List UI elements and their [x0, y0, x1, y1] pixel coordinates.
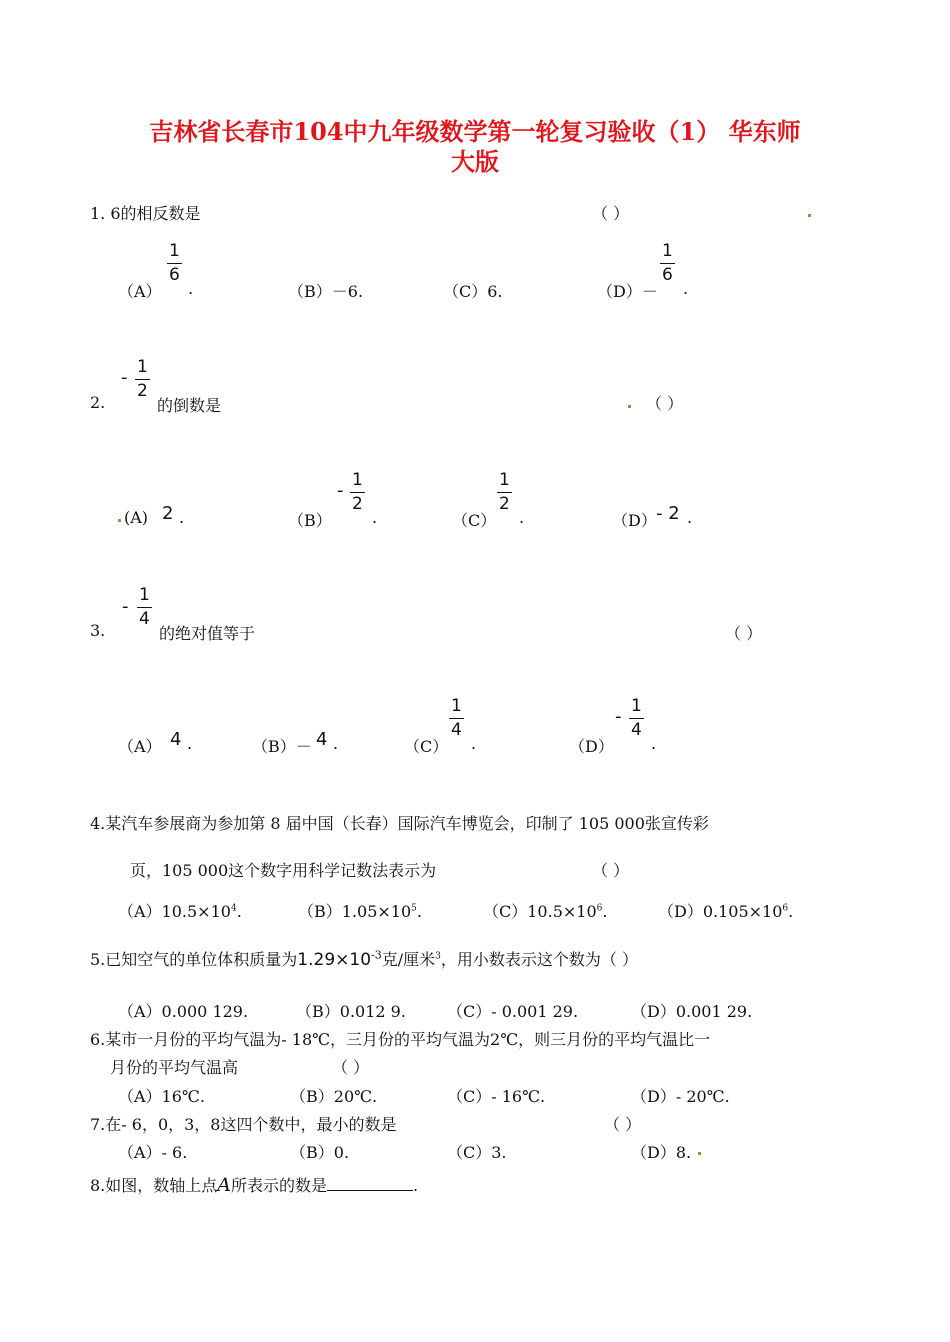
q7-stem: 7.在- 6，0，3，8这四个数中，最小的数是: [90, 1115, 397, 1134]
q5-option-d: （D）0.001 29.: [631, 1002, 753, 1021]
fraction-numerator: 1: [631, 696, 642, 716]
q3-option-a-tail: .: [187, 734, 193, 753]
document-title-line-2: [0, 142, 950, 177]
q3-option-b-label: （B）－: [252, 737, 312, 756]
fraction-numerator: 1: [169, 241, 180, 261]
q2-answer-paren: （ ）: [646, 394, 684, 413]
q6-stem-line-1: 6.某市一月份的平均气温为- 18℃，三月份的平均气温为2℃，则三月份的平均气温比一: [90, 1030, 711, 1049]
q1-option-a-fraction: [167, 243, 182, 284]
q4-option-b: [298, 899, 422, 922]
q1-option-b: （B）－6.: [288, 282, 364, 301]
q3-fraction: [137, 587, 152, 628]
q6-option-a: （A）16℃.: [118, 1087, 205, 1106]
q2-fraction: [135, 359, 150, 400]
q4-option-c-text: （C）10.5×10: [483, 902, 597, 921]
title-line-1: 吉林省长春市104中九年级数学第一轮复习验收（1） 华东师: [149, 117, 801, 146]
q8-stem-pre: 8.如图，数轴上点: [90, 1176, 218, 1195]
q3-option-d-label: （D）: [569, 737, 614, 756]
q8-stem-post: 所表示的数是: [231, 1176, 328, 1195]
q5-expression-exponent: -3: [371, 948, 382, 962]
q2-option-b-fraction: [350, 472, 365, 513]
q3-number: 3.: [90, 621, 106, 640]
q3-option-d-tail: .: [651, 734, 657, 753]
q4-option-a-text: （A）10.5×10: [118, 902, 231, 921]
q1-stem: 1. 6的相反数是: [90, 204, 201, 223]
q5-stem-tail: ，用小数表示这个数为（ ）: [440, 950, 638, 969]
exponent: 4: [230, 903, 237, 914]
q3-option-d-fraction: [629, 698, 644, 739]
q6-option-b: （B）20℃.: [290, 1087, 378, 1106]
q3-option-a-value: 4: [170, 729, 182, 750]
q2-option-b-sign: -: [337, 480, 344, 501]
fraction-numerator: 1: [451, 696, 462, 716]
q2-option-d-label: （D）: [612, 511, 657, 530]
q5-option-b: （B）0.012 9.: [296, 1002, 406, 1021]
q5-option-a: （A）0.000 129.: [118, 1002, 249, 1021]
q6-answer-paren: （ ）: [332, 1058, 370, 1077]
q2-fraction-sign: -: [121, 367, 128, 388]
exponent: 5: [411, 903, 417, 914]
fraction-numerator: 1: [499, 470, 510, 490]
q4-option-a: [118, 899, 242, 922]
exponent: 6: [596, 903, 603, 914]
q4-option-b-text: （B）1.05×10: [298, 902, 412, 921]
fraction-denominator: 6: [169, 265, 180, 285]
q2-option-d-value: - 2: [656, 503, 680, 524]
q5-unit-exponent: 3: [435, 951, 441, 962]
q6-option-d: （D）- 20℃.: [631, 1087, 730, 1106]
exponent: 6: [782, 903, 789, 914]
q3-option-c-fraction: [449, 698, 464, 739]
q8-stem: [90, 1173, 418, 1196]
q5-stem-pre: 5.已知空气的单位体积质量为: [90, 950, 298, 969]
q1-answer-paren: （ ）: [592, 204, 630, 223]
q5-option-c: （C）- 0.001 29.: [447, 1002, 579, 1021]
q3-stem: 的绝对值等于: [159, 624, 256, 643]
period: .: [602, 902, 608, 921]
q7-option-b: （B）0.: [290, 1143, 350, 1162]
fraction-numerator: 1: [662, 241, 673, 261]
q5-stem-unit: 克/厘米: [381, 950, 436, 969]
q4-answer-paren: （ ）: [592, 861, 630, 880]
q6-stem-line-2: 月份的平均气温高: [110, 1058, 239, 1077]
q3-option-d-sign: -: [615, 706, 622, 727]
period: .: [416, 902, 422, 921]
fraction-denominator: 2: [499, 494, 510, 514]
q5-expression: 1.29×10: [297, 950, 372, 970]
stray-dot: [628, 405, 631, 408]
q1-option-c: （C）6.: [443, 282, 503, 301]
title-line-2: 大版: [451, 147, 499, 176]
q3-option-c-tail: .: [471, 734, 477, 753]
q2-option-c-tail: .: [519, 508, 525, 527]
fraction-numerator: 1: [352, 470, 363, 490]
q1-option-d-tail: .: [683, 279, 689, 298]
q8-period: .: [413, 1176, 419, 1195]
fraction-numerator: 1: [137, 357, 148, 377]
fraction-denominator: 4: [139, 609, 150, 629]
period: .: [236, 902, 242, 921]
stray-dot: [698, 1152, 701, 1155]
stray-dot: [118, 519, 121, 522]
q4-option-d-text: （D）0.105×10: [658, 902, 783, 921]
q4-option-d: [658, 899, 793, 922]
q4-stem-line-1: 4.某汽车参展商为参加第 8 届中国（长春）国际汽车博览会，印制了 105 000张宣传彩: [90, 814, 709, 833]
q1-option-a-label: （A）: [118, 282, 162, 301]
fraction-denominator: 2: [137, 381, 148, 401]
q3-option-b-value: 4: [316, 729, 328, 750]
q8-answer-blank[interactable]: [327, 1176, 413, 1191]
period: .: [788, 902, 794, 921]
q2-option-a-label: (A): [124, 508, 149, 527]
q8-point-label: A: [217, 1174, 232, 1196]
q1-option-d-fraction: [660, 243, 675, 284]
q1-option-a-tail: .: [188, 279, 194, 298]
fraction-denominator: 2: [352, 494, 363, 514]
fraction-numerator: 1: [139, 585, 150, 605]
q3-option-a-label: （A）: [118, 737, 162, 756]
q2-option-d-tail: .: [687, 508, 693, 527]
q3-fraction-sign: -: [122, 596, 129, 617]
q2-option-b-tail: .: [372, 508, 378, 527]
fraction-denominator: 4: [631, 720, 642, 740]
fraction-denominator: 6: [662, 265, 673, 285]
q7-answer-paren: （ ）: [604, 1115, 642, 1134]
q4-option-c: [483, 899, 607, 922]
q2-option-b-label: （B）: [288, 511, 332, 530]
q2-option-c-fraction: [497, 472, 512, 513]
q3-option-b-tail: .: [333, 734, 339, 753]
q3-answer-paren: （ ）: [725, 624, 763, 643]
fraction-denominator: 4: [451, 720, 462, 740]
q5-stem: [90, 947, 638, 970]
q2-option-c-label: （C）: [452, 511, 497, 530]
q7-option-d: （D）8.: [631, 1143, 692, 1162]
q2-option-a-value: 2: [162, 503, 174, 524]
q2-stem: 的倒数是: [157, 396, 222, 415]
q2-number: 2.: [90, 393, 106, 412]
q1-option-d-label: （D）－: [597, 282, 658, 301]
stray-dot: [808, 214, 811, 217]
q3-option-c-label: （C）: [404, 737, 449, 756]
q7-option-c: （C）3.: [447, 1143, 507, 1162]
q2-option-a-tail: .: [179, 508, 185, 527]
q4-stem-line-2: 页，105 000这个数字用科学记数法表示为: [130, 861, 437, 880]
q7-option-a: （A）- 6.: [118, 1143, 188, 1162]
q6-option-c: （C）- 16℃.: [447, 1087, 546, 1106]
